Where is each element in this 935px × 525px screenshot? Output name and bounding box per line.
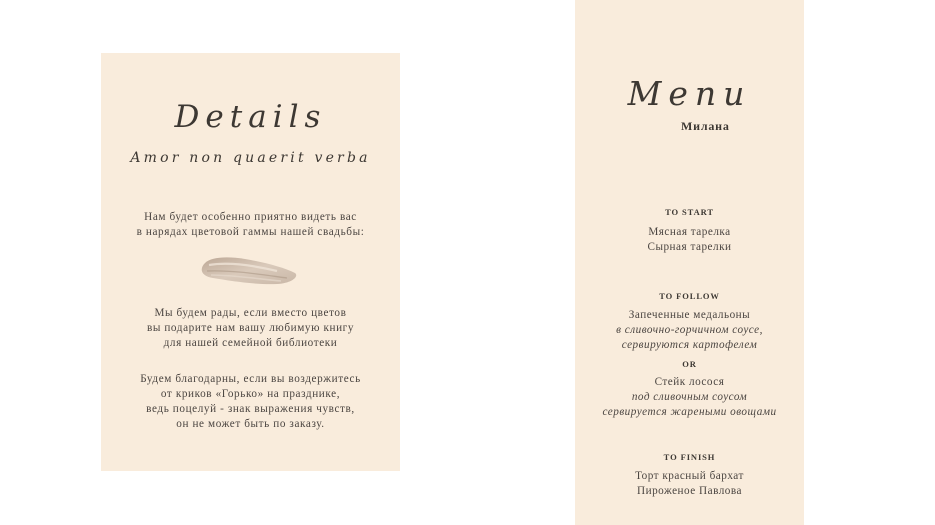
menu-item: Сырная тарелки: [647, 241, 732, 253]
section-to-finish: TO FINISH: [663, 452, 716, 462]
text-line: от криков «Горько» на празднике,: [160, 388, 341, 400]
menu-card: [575, 0, 804, 525]
menu-item: Мясная тарелка: [648, 226, 731, 238]
menu-title: Menu: [627, 74, 752, 113]
menu-item: Запеченные медальоны: [628, 309, 751, 321]
menu-item-description: сервируются картофелем: [621, 339, 758, 351]
color-palette-swatch: [197, 253, 301, 291]
dress-code-text: [101, 210, 400, 240]
menu-item: Пироженое Павлова: [637, 485, 742, 497]
text-line: для нашей семейной библиотеки: [163, 337, 338, 349]
menu-item-description: сервируется жареными овощами: [602, 406, 777, 418]
details-subtitle: Amor non quaerit verba: [130, 150, 371, 166]
menu-item-description: в сливочно-горчичном соусе,: [616, 324, 763, 336]
details-card: [101, 53, 400, 471]
menu-item: Стейк лосося: [654, 376, 725, 388]
text-line: в нарядах цветовой гаммы нашей свадьбы:: [136, 226, 365, 238]
text-line: Будем благодарны, если вы воздержитесь: [140, 373, 361, 385]
gorko-text: [101, 372, 400, 432]
books-text: [101, 306, 400, 351]
text-line: Мы будем рады, если вместо цветов: [154, 307, 347, 319]
or-separator: OR: [682, 359, 697, 369]
menu-item-description: под сливочным соусом: [631, 391, 748, 403]
section-to-start: TO START: [665, 207, 714, 217]
details-title: Details: [174, 99, 327, 135]
menu-item: Торт красный бархат: [635, 470, 744, 482]
text-line: вы подарите нам вашу любимую книгу: [146, 322, 355, 334]
text-line: он не может быть по заказу.: [176, 418, 325, 430]
text-line: Нам будет особенно приятно видеть вас: [144, 211, 357, 223]
guest-name: Милана: [681, 119, 730, 133]
section-to-follow: TO FOLLOW: [659, 291, 720, 301]
text-line: ведь поцелуй - знак выражения чувств,: [146, 403, 355, 415]
